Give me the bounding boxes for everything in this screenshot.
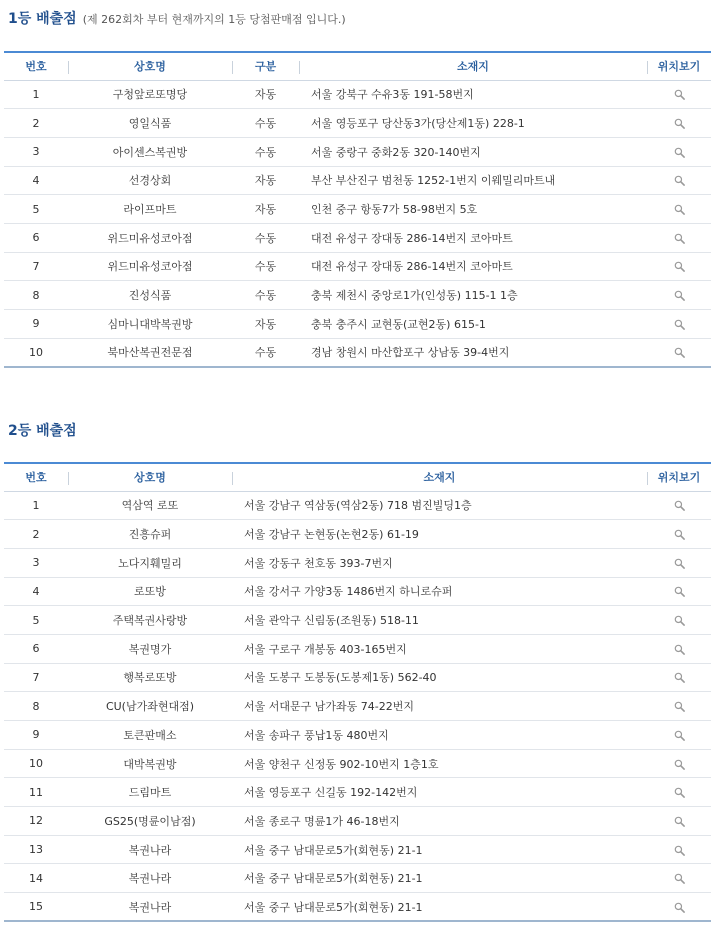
cell-name: 라이프마트 xyxy=(68,195,232,224)
cell-name: 드림마트 xyxy=(68,778,232,807)
map-view-button[interactable] xyxy=(647,893,711,922)
cell-name: 선경상회 xyxy=(68,166,232,195)
map-view-button[interactable] xyxy=(647,223,711,252)
cell-addr: 서울 양천구 신정동 902-10번지 1층1호 xyxy=(232,749,647,778)
cell-no: 1 xyxy=(4,491,68,520)
cell-type: 자동 xyxy=(232,166,299,195)
cell-addr: 서울 서대문구 남가좌동 74-22번지 xyxy=(232,692,647,721)
cell-name: 진흥슈퍼 xyxy=(68,520,232,549)
cell-addr: 서울 구로구 개봉동 403-165번지 xyxy=(232,634,647,663)
map-view-button[interactable] xyxy=(647,778,711,807)
table-row xyxy=(4,195,711,224)
cell-name: 복권나라 xyxy=(68,893,232,922)
cell-type: 수동 xyxy=(232,338,299,367)
header-no: 번호 xyxy=(4,52,68,80)
table-row xyxy=(4,281,711,310)
table-row xyxy=(4,749,711,778)
table-row xyxy=(4,223,711,252)
magnifier-icon[interactable] xyxy=(674,845,685,856)
magnifier-icon[interactable] xyxy=(674,873,685,884)
table-row xyxy=(4,166,711,195)
cell-no: 4 xyxy=(4,577,68,606)
map-view-button[interactable] xyxy=(647,634,711,663)
table-row xyxy=(4,721,711,750)
table-row xyxy=(4,692,711,721)
map-view-button[interactable] xyxy=(647,252,711,281)
cell-addr: 서울 중구 남대문로5가(회현동) 21-1 xyxy=(232,835,647,864)
cell-name: 로또방 xyxy=(68,577,232,606)
cell-addr: 서울 중구 남대문로5가(회현동) 21-1 xyxy=(232,893,647,922)
cell-type: 수동 xyxy=(232,109,299,138)
cell-addr: 서울 영등포구 당산동3가(당산제1동) 228-1 xyxy=(299,109,647,138)
cell-name: 주택복권사랑방 xyxy=(68,606,232,635)
map-view-button[interactable] xyxy=(647,663,711,692)
cell-type: 자동 xyxy=(232,195,299,224)
cell-no: 13 xyxy=(4,835,68,864)
map-view-button[interactable] xyxy=(647,195,711,224)
cell-no: 15 xyxy=(4,893,68,922)
cell-no: 6 xyxy=(4,223,68,252)
table-row xyxy=(4,634,711,663)
cell-name: 아이센스복권방 xyxy=(68,137,232,166)
cell-addr: 대전 유성구 장대동 286-14번지 코아마트 xyxy=(299,223,647,252)
table-row xyxy=(4,606,711,635)
cell-name: 진성식품 xyxy=(68,281,232,310)
table-row xyxy=(4,893,711,922)
header-address: 소재지 xyxy=(299,52,647,80)
magnifier-icon[interactable] xyxy=(674,261,685,272)
magnifier-icon[interactable] xyxy=(674,319,685,330)
cell-name: 북마산복권전문점 xyxy=(68,338,232,367)
cell-type: 수동 xyxy=(232,137,299,166)
cell-addr: 서울 영등포구 신길동 192-142번지 xyxy=(232,778,647,807)
map-view-button[interactable] xyxy=(647,835,711,864)
magnifier-icon[interactable] xyxy=(674,175,685,186)
table-row xyxy=(4,338,711,367)
magnifier-icon[interactable] xyxy=(674,816,685,827)
cell-addr: 서울 강남구 논현동(논현2동) 61-19 xyxy=(232,520,647,549)
table-row xyxy=(4,491,711,520)
table-row xyxy=(4,778,711,807)
magnifier-icon[interactable] xyxy=(674,204,685,215)
map-view-button[interactable] xyxy=(647,338,711,367)
cell-name: 복권나라 xyxy=(68,835,232,864)
header-type: 구분 xyxy=(232,52,299,80)
table-row xyxy=(4,80,711,109)
header-map: 위치보기 xyxy=(647,52,711,80)
cell-addr: 서울 강북구 수유3동 191-58번지 xyxy=(299,80,647,109)
table-header-row xyxy=(4,463,711,491)
map-view-button[interactable] xyxy=(647,807,711,836)
cell-addr: 경남 창원시 마산합포구 상남동 39-4번지 xyxy=(299,338,647,367)
map-view-button[interactable] xyxy=(647,109,711,138)
cell-name: 역삼역 로또 xyxy=(68,491,232,520)
cell-name: 토큰판매소 xyxy=(68,721,232,750)
cell-no: 8 xyxy=(4,692,68,721)
magnifier-icon[interactable] xyxy=(674,529,685,540)
cell-name: 위드미유성코아점 xyxy=(68,252,232,281)
magnifier-icon[interactable] xyxy=(674,233,685,244)
cell-name: 노다지훼밀리 xyxy=(68,548,232,577)
cell-addr: 충북 충주시 교현동(교현2동) 615-1 xyxy=(299,310,647,339)
table-row xyxy=(4,835,711,864)
cell-no: 8 xyxy=(4,281,68,310)
map-view-button[interactable] xyxy=(647,491,711,520)
cell-no: 7 xyxy=(4,252,68,281)
cell-name: 행복로또방 xyxy=(68,663,232,692)
map-view-button[interactable] xyxy=(647,749,711,778)
cell-no: 6 xyxy=(4,634,68,663)
map-view-button[interactable] xyxy=(647,520,711,549)
cell-type: 자동 xyxy=(232,310,299,339)
section2-heading xyxy=(8,420,77,440)
section2-title: 2등 배출점 xyxy=(8,423,77,439)
map-view-button[interactable] xyxy=(647,310,711,339)
table-row xyxy=(4,252,711,281)
cell-type: 자동 xyxy=(232,80,299,109)
magnifier-icon[interactable] xyxy=(674,615,685,626)
table-row xyxy=(4,864,711,893)
header-address: 소재지 xyxy=(232,463,647,491)
header-no: 번호 xyxy=(4,463,68,491)
cell-no: 3 xyxy=(4,137,68,166)
cell-addr: 서울 종로구 명륜1가 46-18번지 xyxy=(232,807,647,836)
cell-addr: 서울 강남구 역삼동(역삼2동) 718 범진빌딩1층 xyxy=(232,491,647,520)
map-view-button[interactable] xyxy=(647,692,711,721)
cell-no: 14 xyxy=(4,864,68,893)
magnifier-icon[interactable] xyxy=(674,290,685,301)
magnifier-icon[interactable] xyxy=(674,701,685,712)
header-name: 상호명 xyxy=(68,463,232,491)
cell-addr: 서울 중랑구 중화2동 320-140번지 xyxy=(299,137,647,166)
table-row xyxy=(4,577,711,606)
cell-no: 2 xyxy=(4,520,68,549)
cell-no: 12 xyxy=(4,807,68,836)
magnifier-icon[interactable] xyxy=(674,147,685,158)
magnifier-icon[interactable] xyxy=(674,644,685,655)
cell-addr: 인천 중구 항동7가 58-98번지 5호 xyxy=(299,195,647,224)
table-row xyxy=(4,548,711,577)
cell-addr: 서울 강동구 천호동 393-7번지 xyxy=(232,548,647,577)
map-view-button[interactable] xyxy=(647,281,711,310)
cell-addr: 서울 관악구 신림동(조원동) 518-11 xyxy=(232,606,647,635)
cell-addr: 서울 강서구 가양3동 1486번지 하니로슈퍼 xyxy=(232,577,647,606)
cell-no: 9 xyxy=(4,310,68,339)
magnifier-icon[interactable] xyxy=(674,500,685,511)
cell-name: 영일식품 xyxy=(68,109,232,138)
cell-addr: 충북 제천시 중앙로1가(인성동) 115-1 1층 xyxy=(299,281,647,310)
first-prize-table xyxy=(4,51,711,368)
cell-name: 심마니대박복권방 xyxy=(68,310,232,339)
cell-no: 5 xyxy=(4,606,68,635)
cell-no: 2 xyxy=(4,109,68,138)
cell-no: 7 xyxy=(4,663,68,692)
magnifier-icon[interactable] xyxy=(674,89,685,100)
cell-no: 1 xyxy=(4,80,68,109)
magnifier-icon[interactable] xyxy=(674,759,685,770)
magnifier-icon[interactable] xyxy=(674,902,685,913)
header-name: 상호명 xyxy=(68,52,232,80)
cell-type: 수동 xyxy=(232,223,299,252)
cell-name: 위드미유성코아점 xyxy=(68,223,232,252)
table-header-row xyxy=(4,52,711,80)
cell-type: 수동 xyxy=(232,252,299,281)
table-row xyxy=(4,109,711,138)
map-view-button[interactable] xyxy=(647,548,711,577)
second-prize-table xyxy=(4,462,711,922)
table-row xyxy=(4,137,711,166)
table-row xyxy=(4,807,711,836)
section1-subtitle: (제 262회차 부터 현재까지의 1등 당첨판매점 입니다.) xyxy=(82,13,346,26)
map-view-button[interactable] xyxy=(647,606,711,635)
cell-no: 9 xyxy=(4,721,68,750)
map-view-button[interactable] xyxy=(647,721,711,750)
cell-no: 3 xyxy=(4,548,68,577)
magnifier-icon[interactable] xyxy=(674,118,685,129)
map-view-button[interactable] xyxy=(647,80,711,109)
cell-name: CU(남가좌현대점) xyxy=(68,692,232,721)
cell-name: 복권명가 xyxy=(68,634,232,663)
magnifier-icon[interactable] xyxy=(674,347,685,358)
cell-name: 대박복권방 xyxy=(68,749,232,778)
cell-addr: 서울 도봉구 도봉동(도봉제1동) 562-40 xyxy=(232,663,647,692)
cell-name: 복권나라 xyxy=(68,864,232,893)
table-row xyxy=(4,663,711,692)
table-row xyxy=(4,520,711,549)
cell-no: 10 xyxy=(4,749,68,778)
section1-heading xyxy=(8,8,346,28)
magnifier-icon[interactable] xyxy=(674,787,685,798)
map-view-button[interactable] xyxy=(647,864,711,893)
cell-name: GS25(명륜이남점) xyxy=(68,807,232,836)
map-view-button[interactable] xyxy=(647,166,711,195)
map-view-button[interactable] xyxy=(647,137,711,166)
cell-addr: 대전 유성구 장대동 286-14번지 코아마트 xyxy=(299,252,647,281)
cell-no: 10 xyxy=(4,338,68,367)
magnifier-icon[interactable] xyxy=(674,558,685,569)
map-view-button[interactable] xyxy=(647,577,711,606)
cell-type: 수동 xyxy=(232,281,299,310)
table-row xyxy=(4,310,711,339)
cell-no: 4 xyxy=(4,166,68,195)
magnifier-icon[interactable] xyxy=(674,586,685,597)
cell-addr: 서울 중구 남대문로5가(회현동) 21-1 xyxy=(232,864,647,893)
cell-no: 11 xyxy=(4,778,68,807)
cell-name: 구청앞로또명당 xyxy=(68,80,232,109)
header-map: 위치보기 xyxy=(647,463,711,491)
cell-no: 5 xyxy=(4,195,68,224)
cell-addr: 부산 부산진구 범천동 1252-1번지 이웨밀리마트내 xyxy=(299,166,647,195)
cell-addr: 서울 송파구 풍납1동 480번지 xyxy=(232,721,647,750)
magnifier-icon[interactable] xyxy=(674,672,685,683)
magnifier-icon[interactable] xyxy=(674,730,685,741)
section1-title: 1등 배출점 xyxy=(8,11,77,27)
